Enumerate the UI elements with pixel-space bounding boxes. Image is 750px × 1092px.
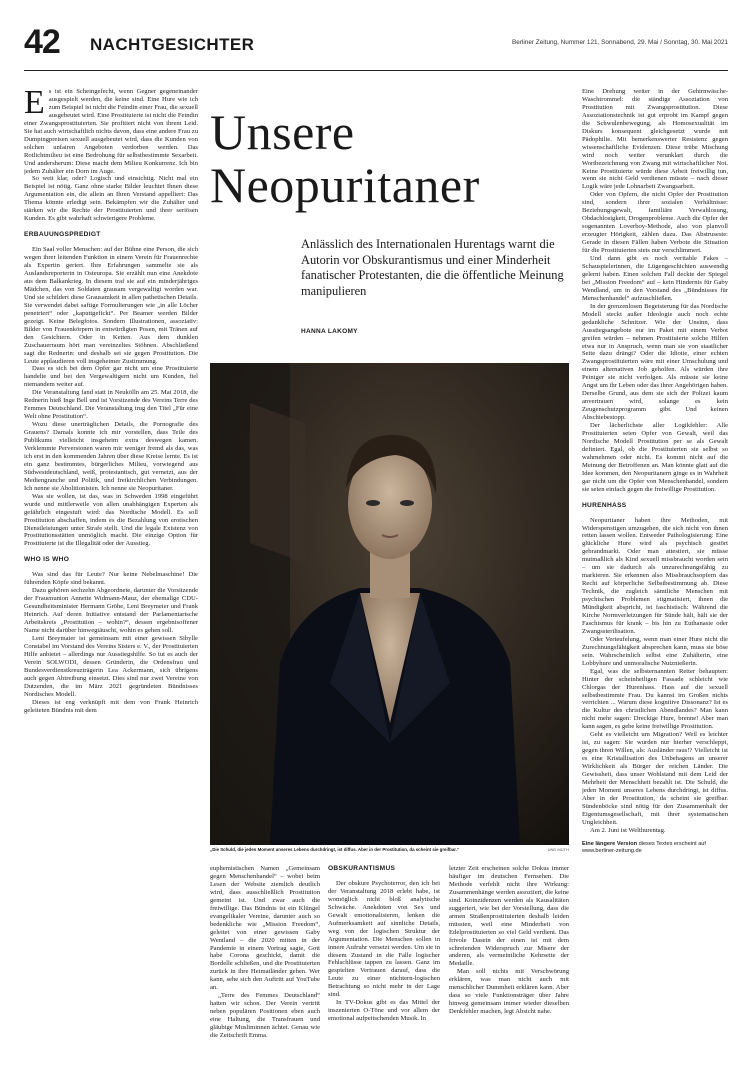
paragraph: euphemistischen Namen „Gemeinsam gegen Menschenhandel“ – wobei beim Lesen der Website ziemlich deutlich wird, dass ausschließlich Prostitution gemeint ist. Und zwar auch die freiwillige. Das Bündnis ist ein Klüngel evangelikaler Vereine, darunter auch so bedenkliche wie „Mission Freedom“, geleitet von einer gewissen Gaby Wentland – die 2020 mitten in der Pandemie in einem Vortrag sagte, Gott habe Corona geschickt, damit die Bordelle schließen, und die Prostituierten zurück in ihre Heimatländer gehen. Wer kann, sehe sich den Auftritt auf YouTube an. (210, 865, 320, 992)
column-2 (210, 865, 320, 1090)
website-link[interactable]: www.berliner-zeitung.de (582, 847, 642, 854)
web-version-note: Eine längere Version dieses Textes erscheint auf www.berliner-zeitung.de (582, 840, 706, 854)
paragraph: Was sind das für Leute? Nur keine Nebelmaschine! Die führenden Köpfe sind bekannt. (24, 571, 198, 587)
paragraph: So weit klar, oder? Logisch und einsichtig. Nicht mal ein Beispiel ist nötig. Ganz ohne starke Bilder leuchtet Ihnen diese Argumentation ein, die allein an Ihren Verstand appelliert: Das Thema könnte erledigt sein. Bekämpfen wir die Zuhälter und stärken wir die Rechte der Prostituierten und ihrer seriösen Kunden. Es gibt wahrhaft schwierigere Probleme. (24, 175, 198, 223)
column-4 (449, 865, 569, 1090)
page-number: 42 (24, 23, 60, 61)
paragraph: Wozu diese unerträglichen Details, die Pornografie des Grauens? Damals konnte ich mir vorstellen, dass Teile des Publikums vielleicht insgeheim extra deswegen kamen. Verklemmte Perversionen waren mir weniger fremd als das, was ich erst in den kommenden Jahren über diese Kreise lernte. Es ist ein ganz bestimmtes, bürgerliches Milieu, vorwiegend aus Südwestdeutschland, weiß, protestantisch, gut vernetzt, aus der Mediengranche und Politik, und freikirchlichen Verbindungen. Ich nenne sie Abolitionisten. Ich nenne sie Neopuritaner. (24, 421, 198, 492)
dropcap: E (24, 88, 45, 121)
subhead: WHO IS WHO (24, 556, 70, 564)
paragraph: Der obskure Psychoterror, den ich bei der Veranstaltung 2018 erlebt habe, ist womöglich nicht bloß analytische Schwäche. Anekdoten von Sex und Gewalt emotionalisieren, lenken die Aufmerksamkeit auf sinnliche Details, weg von der logischen Struktur der Argumentation. Die Menschen sollen in innere Aufruhr versetzt werden. Um sie in diesem Zustand in die Falle logischer Fehlschlüsse tappen zu lassen. Ganz im gespielten Vertrauen darauf, dass die Leute zu einer nüchtern-logischen Betrachtung so nicht mehr in der Lage sind. (328, 879, 440, 999)
paragraph: Geht es vielleicht um Migration? Weil es leichter ist, zu sagen: Sie wurden nur hierher verschleppt, gegen ihren Willen, als: Ausländer raus!? Vielleicht ist es eine Kristallisation des Unbehagens an unserer Wirklichkeit als Bürger der reichen Länder. Die Gewissheit, dass unser Wohlstand mit dem Leid der Mehrheit der Menschheit bezahlt ist. Die Schuld, die jeden Moment unseres Lebens durchdringt, ist diffus. Aber in der Prostitution, da scheint sie greifbar. Sündenböcke sind nötig für den Zusammenhalt der Eigentumsgesellschaft, mit ihrer systematischen Ungleichheit. (582, 731, 728, 826)
paragraph: Eine Drehung weiter in der Gehirnwäsche-Waschtrommel: die ständige Assoziation von Prostitution mit Zwangsprostitution. Diese Assoziationstechnik ist gut erprobt im Kampf gegen die Schwulenbewegung, als Homosexualität im Diskurs konsequent gleichgesetzt wurde mit Pädophilie. Mit bemerkenswerter Resistenz gegen wissenschaftliche Evidenzen. Diese trübe Mischung wird noch weiter verunklart durch die Wortbezeichnung von Zwang mit wirtschaftlicher Not. Keine Prostituierte würde diese Arbeit freiwillig tun, wenn sie nicht Geld verdienen müsste – nach dieser Logik wäre jede Lohnarbeit Zwangsarbeit. (582, 88, 728, 191)
article-photo (210, 363, 569, 845)
paragraph: Oder Verteufelung, wenn man einer Hure nicht die Zurechnungsfähigkeit absprechen kann, muss sie böse sein. Wahrscheinlich selbst eine Zuhälterin, eine Lobbyhure und unmoralische Nutznießerin. (582, 635, 728, 667)
article-title: Unsere Neopuritaner (210, 104, 480, 213)
paragraph: Die Veranstaltung fand statt in Neukölln am 25. Mai 2018, die Rednerin hieß Inge Bell und ist Vorsitzende des Vereins Terre des Femmes Deutschland. Die Veranstaltung trug den Titel „Für eine Welt ohne Prostitution“. (24, 389, 198, 421)
paragraph: Egal, was die selbsternannten Retter behaupten: Hinter der scheinheiligen Fassade schleicht wie Chlorgas der Hurenhass. Hass auf die sexuell selbstbestimmte Frau. Du kannst im Großen nichts verrichten ... Warum diese kognitive Dissonanz? Ist es die Kultur des christlichen Abendlandes? Man kann nicht mehr sagen: Dreckige Hure, brenne! Aber man kann sagen, es gebe keine freiwillige Prostitution. (582, 667, 728, 731)
paragraph: In TV-Dokus gibt es das Mittel der inszenierten O-Töne und vor allem der emotional aufpeitschenden Musik. In (328, 999, 440, 1023)
paragraph: Es ist ein Scheingefecht, wenn Gegner gegeneinander ausgespielt werden, die keine sind. Eine Hure wie ich zum Beispiel ist nicht die Feindin einer Frau, die sexuell ausgebeutet wird. Eine Prostituierte ist nicht die Feindin einer Zwangsprostituierten. Sie profitiert nicht von ihrem Leid. Sie hat auch wirtschaftlich nichts davon, dass eine andere Frau zu Dumpingpreisen sexuell ausgebeutet wird, dass die Kunden von solchen unfairen Angeboten verdorben werden. Das Rotlichtmilieu ist eine Bedrohung für selbstbestimmte Sexarbeit. Und andersherum: Diese macht dem Milieu Konkurrenz. Ich bin jedem Zuhälter ein Dorn im Auge. (24, 88, 198, 175)
paragraph: Dieses ist eng verknüpft mit dem von Frank Heinrich geleiteten Bündnis mit dem (24, 698, 198, 714)
photo-caption: „Die Schuld, die jeden Moment unseres Lebens durchdringt, ist diffus. Aber in der Prostitution, da scheint sie greifbar.“ UND MÜTH (210, 847, 569, 852)
page-header (24, 22, 728, 66)
header-rule (24, 70, 728, 71)
subhead: ERBAUUNGSPREDIGT (24, 231, 101, 239)
paragraph: Leni Breymaier ist gemeinsam mit einer gewissen Sibylle Constabel im Vorstand des Vereins Sisters e. V., der Prostituierten Hilfe anbietet – allerdings nur Ausstiegshilfe. So tut es auch der Verein SOLWODI, dessen Gründerin, die Ordensfrau und Bundesverdienstkreuzträgerin Lea Ackermann, sich übrigens auch gegen Abtreibung einsetzt. Dies sind nur zwei Vereine von Dutzenden, die im März 2021 gegründeten Bündnisses Nordisches Modell. (24, 634, 198, 698)
section-title: NACHTGESICHTER (90, 35, 255, 54)
paragraph: Und dann gibt es noch veritable Fakes – Schauspielerinnen, die Lügengeschichten auswendig gelernt haben. Einen solchen Fall deckte der Spiegel bei „Mission Freedom“ auf – kein Hindernis für Gaby Wendland, um in den Vorstand des „Bündnisses für Menschenhandel“ aufzuschließen. (582, 255, 728, 302)
paragraph: In der grenzenlosen Begeisterung für das Nordische Modell steckt außer Ideologie auch noch echte gedankliche Schnitzer. Wie der Unsinn, dass Ausstiegsangebote nur im Paket mit einem Verbot greifen würden – nehmen Prostituierte solche Hilfen etwa nur in Anspruch, wenn man sie von staatlicher Seite dazu drängt? Oder die Idiotie, einer echten Zwangsprostituierten wäre mit einer Umschulung und einem alternativen Job geholfen. Als würden ihre Peiniger sie nicht verfolgen. Als müsste sie keine Angst um ihr Leben oder das ihrer Angehörigen haben. Derselbe Grund, aus dem sie sich der Polizei kaum anvertrauen wird, solange es kein Zeugenschutzprogramm gibt. Und keinen Abschiebestopp. (582, 302, 728, 422)
subhead: HURENHASS (582, 501, 627, 509)
issue-line: Berliner Zeitung, Nummer 121, Sonnabend, 29. Mai / Sonntag, 30. Mai 2021 (512, 39, 728, 46)
paragraph: Was sie wollen, ist das, was in Schweden 1998 eingeführt wurde und mittlerweile von allen unabhängigen Experten als gefährlich eingestuft wird: das Nordische Modell. Es soll Prostitution abschaffen, indem es die Bezahlung von erotischen Dienstleistungen unter Strafe stellt. Und die legale Existenz von Prostitutionsstätten unmöglich macht. Die einzige Option für Prostituierte ist die Illegalität oder der Ausstieg. (24, 492, 198, 548)
photo-credit: UND MÜTH (547, 847, 569, 852)
byline: HANNA LAKOMY (301, 328, 358, 335)
column-5 (582, 88, 728, 1088)
paragraph: „Terre des Femmes Deutschland“ hatten wir schon. Der Verein vertritt neben populären Positionen eben auch eine Haltung, die Transfrauen und gläubige Musliminnen ächtet. Genau wie die Zeitschrift Emma. (210, 992, 320, 1040)
paragraph: Am 2. Juni ist Welthurentag. (590, 826, 666, 834)
paragraph: Neopuritaner haben ihre Methoden, mit Widerspenstigen umzugehen, die sich nicht von ihnen retten lassen wollen. Entweder Pathologisierung: Eine glückliche Hure wird als psychisch gestört gebrandmarkt. Oder man attestiert, sie müsse mutmaßlich als Kind sexuell missbraucht worden sein – um sie dadurch als unzurechnungsfähig zu markieren. Sie erkennen also Missbrauchsopfern das Recht auf körperliche Selbstbestimmung ab. Diese Technik, die zugleich sämtliche Menschen mit psychischen Problemen stigmatisiert, ihnen die Mündigkeit abspricht, ist faschistisch: Während die Kirche Normverletzungen für Sünde hält, hält sie der Faschismus für krank – bis hin zu Euthanasie oder Zwangssterilisation. (582, 516, 728, 635)
column-3 (328, 865, 440, 1090)
subhead: OBSKURANTISMUS (328, 865, 396, 872)
portrait-image (210, 363, 569, 845)
paragraph: Dazu gehören sechzehn Abgeordnete, darunter die Vorsitzende der Frauenunion Annette Widmann-Mauz, der ehemalige CDU-Gesundheitsminister Hermann Gröhe, Leni Breymeier und Frank Heinrich. Auf deren Initiative entstand der Parlamentarische Arbeitskreis „Prostitution – wohin?“, dessen ergebnisoffener Name nicht darüber hinwegtäuscht, wohin es gehen soll. (24, 587, 198, 634)
article-deck: Anlässlich des Internationalen Hurentags warnt die Autorin vor Obskurantismus und einer Minderheit fanatischer Protestanten, die die öffentliche Meinung manipulieren (301, 237, 564, 298)
paragraph: Man soll nichts mit Verschwörung erklären, was man nicht auch mit menschlicher Dummheit erklären kann. Aber dass so viele Funktionsträger über Jahre hinweg gemeinsam immer wieder dieselben Denkfehler machen, legt Absicht nahe. (449, 968, 569, 1016)
paragraph: Dass es sich bei dem Opfer gar nicht um eine Prostituierte handelte und bei den Vergewaltigern nicht um Kunden, fiel niemandem weiter auf. (24, 365, 198, 389)
paragraph: Der lächerlichste aller Logikfehler: Alle Prostituierten seien Opfer von Gewalt, weil das Nordische Modell Prostitution per se als Gewalt definiert. Egal, ob die Prostituierten sie selbst so wahrnehmen oder nicht. Es kommt nicht auf die Meinung der Betroffenen an. Man könnte glatt auf die Idee kommen, den Neopuritanern ginge es in Wahrheit gar nicht um die Opfer von Menschenhandel, sondern sie seien einfach gegen die freiwillige Prostitution. (582, 422, 728, 493)
paragraph: letzter Zeit erscheinen solche Dokus immer häufiger im deutschen Fernsehen. Die Methode verfehlt nicht ihre Wirkung: Zusammenhänge werden assoziiert, die keine sind. Koinzidenzen werden als Kausalitäten suggeriert, wie bei der Vorstellung, dass die armen Straßenprostituierten deshalb leiden müssten, weil eine Minderheit von Edelprostituierten so viel Geld verdient. Das frivole Dasein der einen ist mit dem schreienden Widerspruch zur Misere der anderen, als vermeintliche Kehrseite der Medaille. (449, 865, 569, 968)
paragraph: Ein Saal voller Menschen: auf der Bühne eine Person, die sich wegen ihrer leitenden Funktion in einem Verein für Frauenrechte als Expertin geriert. Ihre Erfahrungen sammelte sie als Auslandsreporterin in Osteuropa. Sie erzählt nun eine Anekdote aus dem Balkankrieg. In diesem traf sie auf ein minderjähriges Mädchen, das von Soldaten grausam vergewaltigt worden war. Und sie schildert diese Grausamkeit in allen pathetischen Details. Sie verwendet dabei saftige Formulierungen wie „in alle Löcher penetriert“ oder „kaputtgefickt“. Per Beamer werden Bilder gezeigt. Keine Belegfotos. Sondern Illustrationen, assoziativ: Bilder von Frauenkörpern in entwürdigten Posen, mit Tränen auf den Gesichtern. Oder in Ketten. Aus dem dunklen Zuschauerraum hört man vereinzeltes Stöhnen. Abschließend sagt die Rednerin: und deshalb sei sie gegen Prostitution. Die Leute applaudieren voll insgeheimer Zustimmung. (24, 246, 198, 365)
column-1 (24, 88, 198, 1088)
paragraph: Oder von Opfern, die nicht Opfer der Prostitution sind, sondern ihrer sozialen Verhältnisse: Beziehungsgewalt, familiäre Verwahlosung, Obdachlosigkeit, Drogenprobleme. Auch die Opfer der sogenannten Loverboy-Methode, also von planvoll erzeugter Hörigkeit, zählen dazu. Das Abstruseste: Gerade in diesen Fällen haben Verbote die Situation für die Prostituierten stets nur verschlimmert. (582, 191, 728, 255)
